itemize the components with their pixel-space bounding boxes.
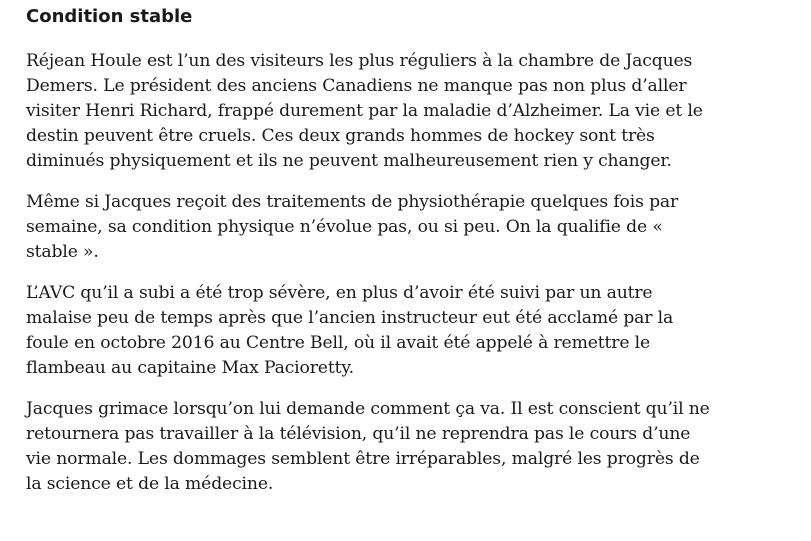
paragraph-line: la science et de la médecine. — [26, 474, 274, 494]
paragraph-1 — [26, 49, 796, 174]
paragraph-2 — [26, 190, 796, 265]
paragraph-line: semaine, sa condition physique n’évolue pas, ou si peu. On la qualifie de « — [26, 217, 663, 237]
paragraph-line: foule en octobre 2016 au Centre Bell, où il avait été appelé à remettre le — [26, 333, 651, 353]
paragraph-line: malaise peu de temps après que l’ancien instructeur eut été acclamé par la — [26, 308, 674, 328]
paragraph-line: flambeau au capitaine Max Pacioretty. — [26, 358, 354, 378]
paragraph-3 — [26, 281, 796, 381]
paragraph-line: vie normale. Les dommages semblent être irréparables, malgré les progrès de — [26, 449, 700, 469]
paragraph-line: retournera pas travailler à la télévision, qu’il ne reprendra pas le cours d’une — [26, 424, 691, 444]
paragraph-line: diminués physiquement et ils ne peuvent malheureusement rien y changer. — [26, 151, 672, 171]
paragraph-4 — [26, 397, 796, 497]
paragraph-line: Même si Jacques reçoit des traitements de physiothérapie quelques fois par — [26, 192, 679, 212]
paragraph-line: Demers. Le président des anciens Canadiens ne manque pas non plus d’aller — [26, 76, 687, 96]
paragraph-line: destin peuvent être cruels. Ces deux grands hommes de hockey sont très — [26, 126, 655, 146]
article-body — [26, 0, 796, 497]
paragraph-line: L’AVC qu’il a subi a été trop sévère, en plus d’avoir été suivi par un autre — [26, 283, 653, 303]
paragraph-line: visiter Henri Richard, frappé durement par la maladie d’Alzheimer. La vie et le — [26, 101, 703, 121]
paragraph-line: Jacques grimace lorsqu’on lui demande comment ça va. Il est conscient qu’il ne — [26, 399, 710, 419]
section-heading: Condition stable — [26, 6, 193, 27]
paragraph-line: Réjean Houle est l’un des visiteurs les plus réguliers à la chambre de Jacques — [26, 51, 693, 71]
paragraph-line: stable ». — [26, 242, 99, 262]
